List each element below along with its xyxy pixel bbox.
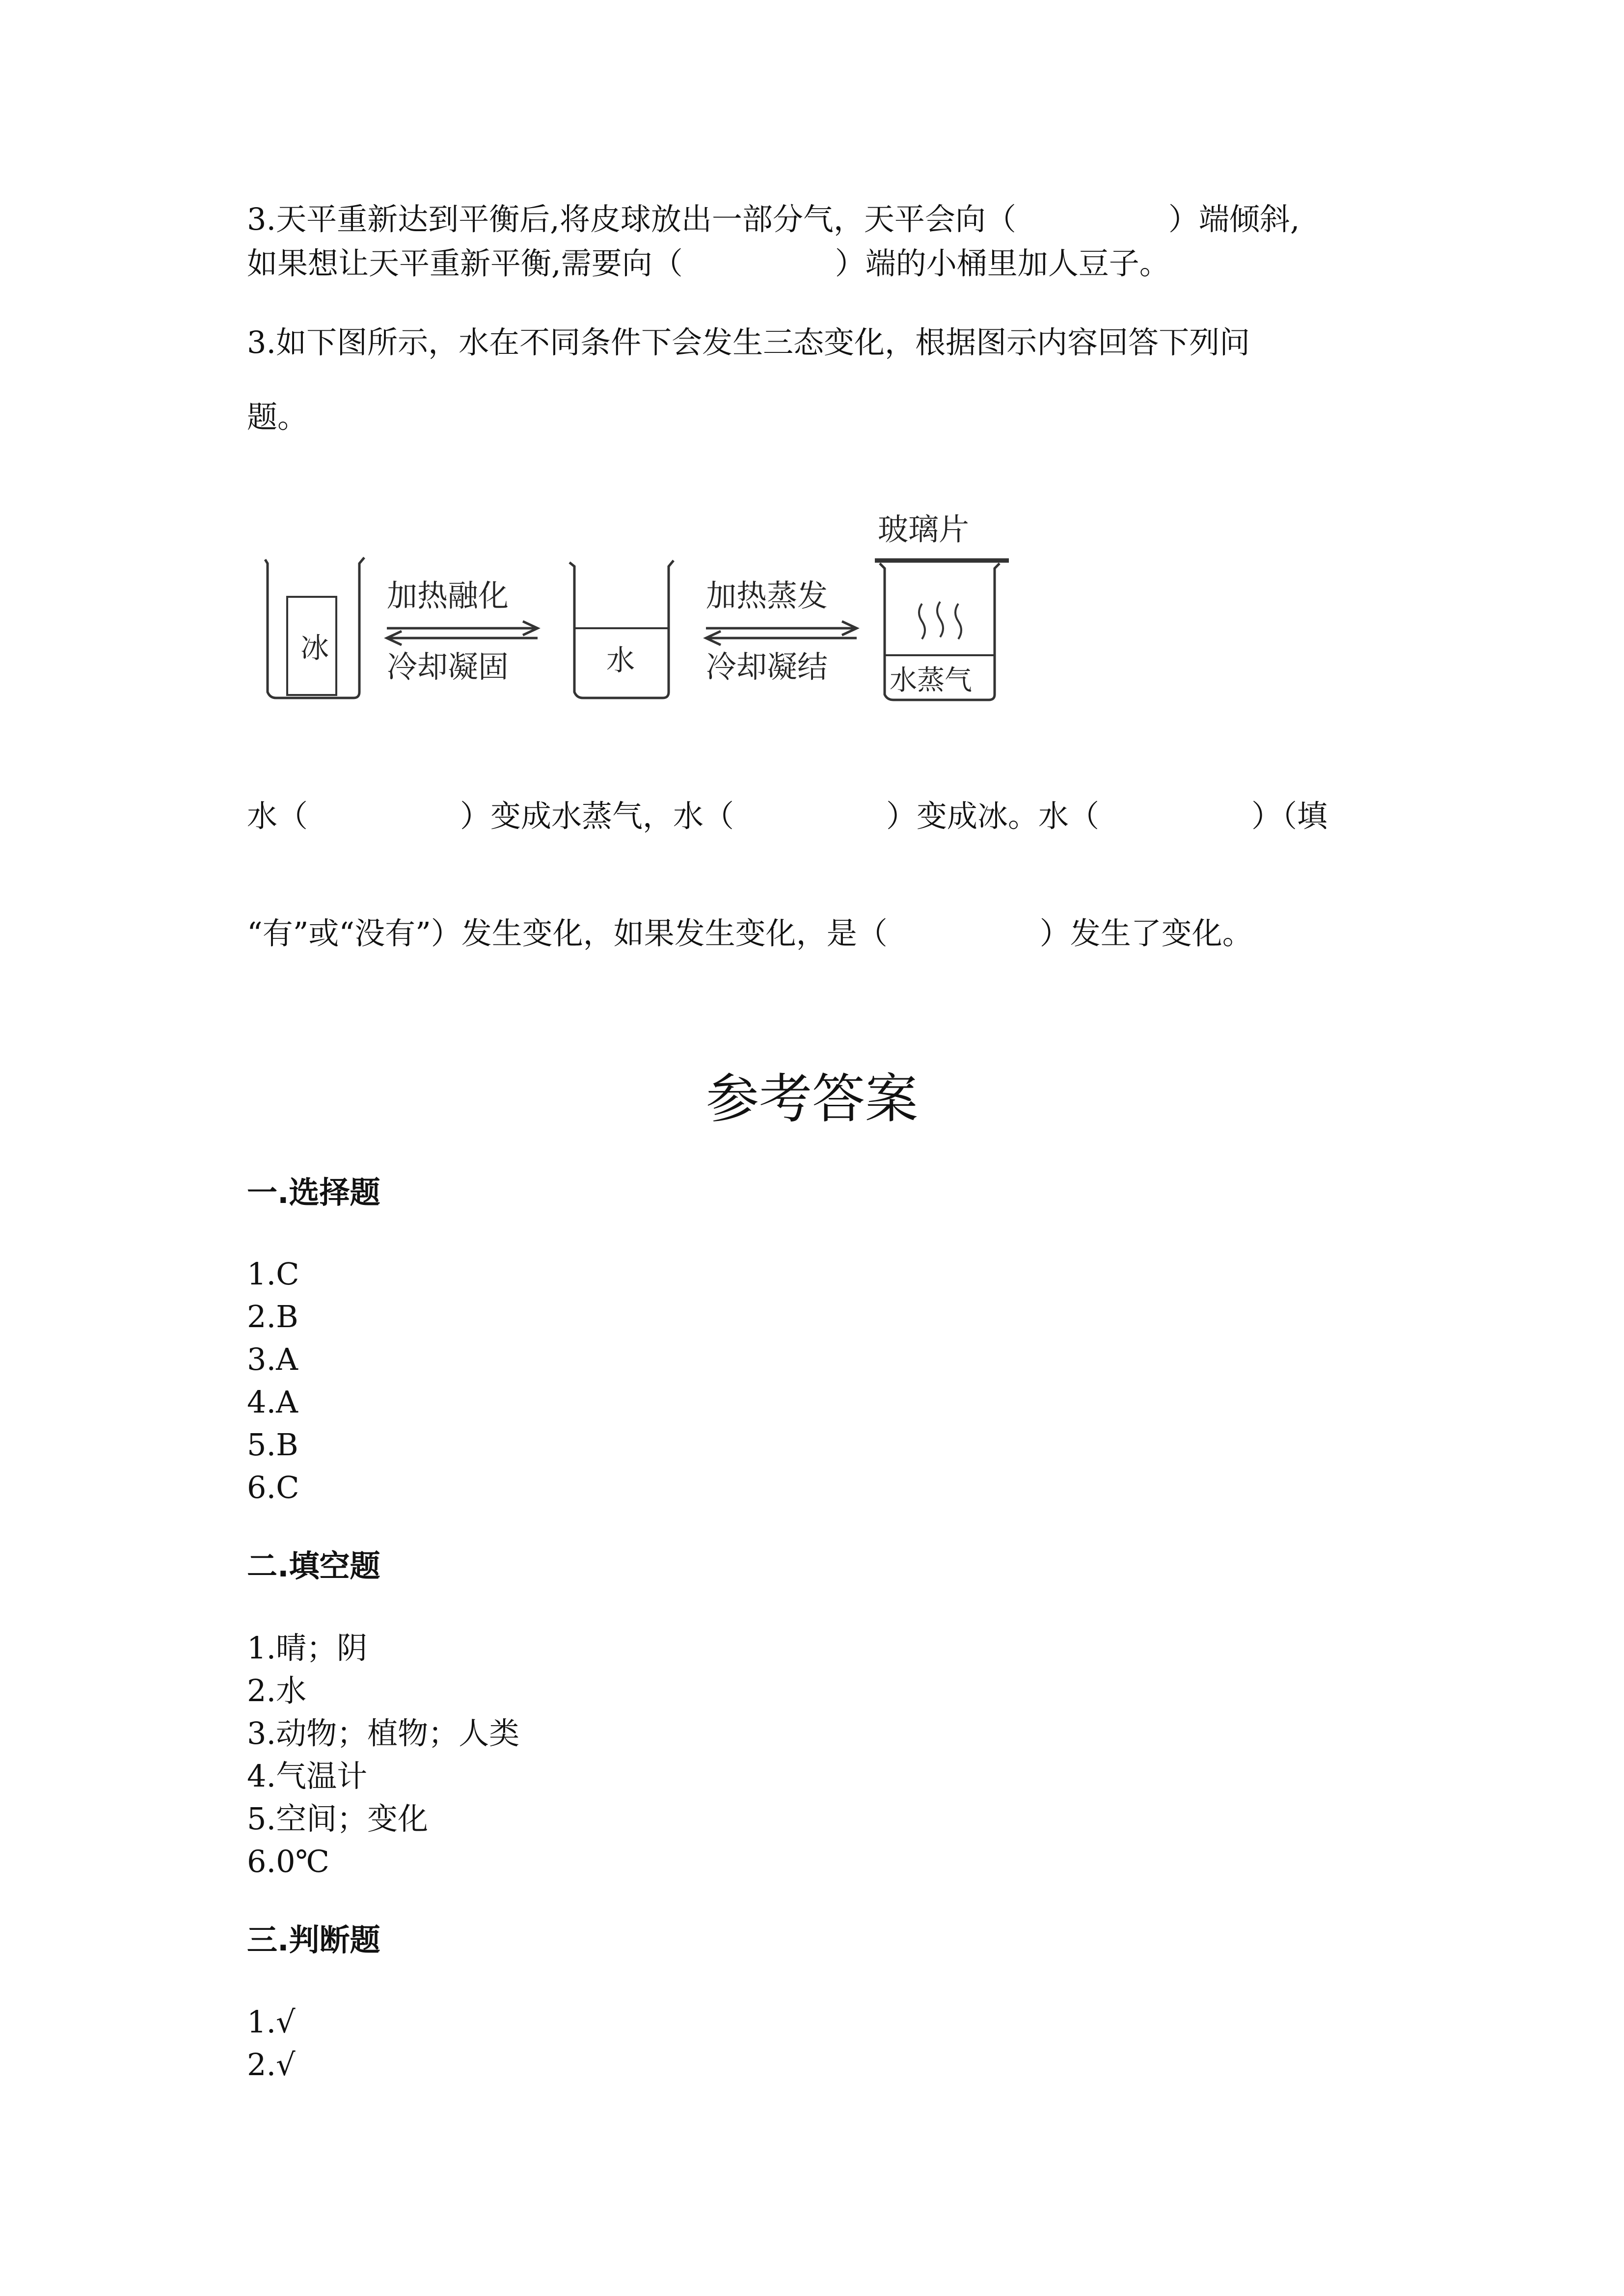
arrow2-top-label: 加热蒸发 [706,578,828,614]
water-state-diagram [255,506,1021,712]
question-balance-line-2: 如果想让天平重新平衡,需要向（ ）端的小桶里加人豆子。 [247,245,1170,281]
answer-list-judge [247,2001,296,2086]
list-item: 1.C [247,1256,299,1292]
answers-title: 参考答案 [705,1068,918,1130]
question-balance-line-1: 3.天平重新达到平衡后,将皮球放出一部分气，天平会向（ ）端倾斜, [247,201,1300,237]
list-item: 2.B [247,1299,298,1335]
question-water-blank-line-1: 水（ ）变成水蒸气，水（ ）变成冰。水（ ）（填 [247,798,1328,834]
list-item: 1.√ [247,2004,296,2040]
list-item: 6.C [247,1469,299,1505]
list-item: 4.气温计 [247,1758,368,1794]
question-water-line-2: 题。 [247,399,308,435]
beaker-ice-label: 冰 [300,631,329,665]
list-item: 5.B [247,1427,298,1463]
arrow2-bottom-label: 冷却凝结 [706,649,828,685]
list-item: 5.空间；变化 [247,1801,429,1837]
beaker-ice [265,558,364,698]
beaker-water [569,561,674,698]
section-heading-judge: 三.判断题 [247,1922,380,1958]
section-heading-fill: 二.填空题 [247,1548,380,1584]
arrow1-bottom-label: 冷却凝固 [387,649,509,685]
list-item: 3.A [247,1341,298,1377]
question-water-line-1: 3.如下图所示，水在不同条件下会发生三态变化，根据图示内容回答下列问 [247,324,1250,360]
glass-plate-label: 玻璃片 [878,511,970,547]
beaker-steam-label: 水蒸气 [890,665,972,696]
list-item: 2.√ [247,2047,296,2082]
steam-icon [919,602,961,639]
list-item: 3.动物；植物；人类 [247,1715,520,1751]
list-item: 6.0℃ [247,1843,329,1879]
answer-list-fill [247,1627,519,1883]
list-item: 2.水 [247,1673,307,1709]
beaker-water-label: 水 [606,643,635,677]
section-heading-choice: 一.选择题 [247,1175,380,1210]
double-arrow-icon [706,621,857,645]
list-item: 1.晴；阴 [247,1630,368,1666]
answer-list-choice [247,1253,299,1509]
list-item: 4.A [247,1384,298,1420]
double-arrow-icon [387,621,538,645]
arrow1-top-label: 加热融化 [387,578,509,614]
question-water-blank-line-2: “有”或“没有”）发生变化，如果发生变化，是（ ）发生了变化。 [247,915,1253,951]
